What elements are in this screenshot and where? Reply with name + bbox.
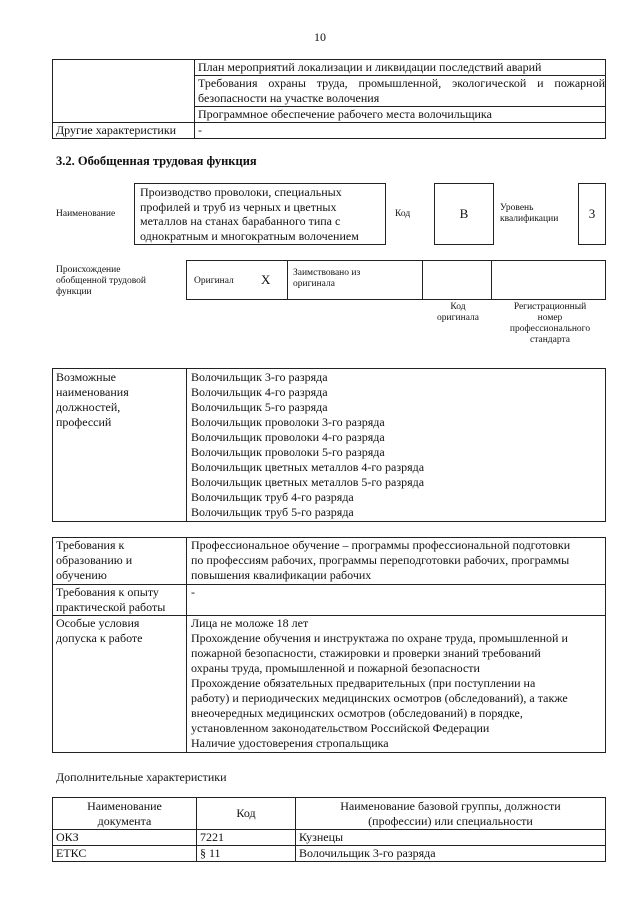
position-item: Волочильщик 4-го разряда bbox=[191, 385, 328, 399]
experience-label: Требования к опыту практической работы bbox=[53, 585, 187, 616]
header-base-group: Наименование базовой группы, должности (профессии) или специальности bbox=[296, 798, 606, 830]
position-item: Волочильщик труб 4-го разряда bbox=[191, 490, 354, 504]
row-doc: ЕТКС bbox=[53, 846, 197, 862]
code-label: Код bbox=[395, 209, 411, 219]
page-number: 10 bbox=[314, 30, 326, 44]
row-code: 7221 bbox=[197, 830, 296, 846]
experience-value: - bbox=[187, 585, 606, 616]
top-row-1: План мероприятий локализации и ликвидации последствий аварий bbox=[195, 60, 606, 76]
original-code-caption: Код оригинала bbox=[437, 302, 479, 323]
additional-title: Дополнительные характеристики bbox=[56, 770, 227, 784]
original-code-cell bbox=[423, 261, 492, 299]
position-item: Волочильщик проволоки 4-го разряда bbox=[191, 430, 385, 444]
other-characteristics-value: - bbox=[195, 123, 606, 139]
function-name-line: профилей и труб из черных и цветных bbox=[140, 199, 337, 214]
row-name: Кузнецы bbox=[296, 830, 606, 846]
top-row-2: Требования охраны труда, промышленной, экологической и пожарной безопасности на участке волочения bbox=[195, 76, 606, 107]
table-row bbox=[53, 830, 606, 846]
borrowed-label: Заимствовано из оригинала bbox=[293, 268, 361, 289]
original-mark: X bbox=[261, 272, 271, 287]
additional-table bbox=[52, 797, 606, 862]
position-item: Волочильщик цветных металлов 4-го разряда bbox=[191, 460, 425, 474]
requirements-table bbox=[52, 537, 606, 753]
original-label: Оригинал bbox=[194, 276, 234, 286]
level-value: 3 bbox=[588, 206, 596, 221]
education-label: Требования к образованию и обучению bbox=[53, 538, 187, 585]
top-characteristics-table bbox=[52, 59, 606, 139]
section-title: 3.2. Обобщенная трудовая функция bbox=[56, 154, 257, 168]
position-item: Волочильщик цветных металлов 5-го разряда bbox=[191, 475, 425, 489]
function-name-line: однократным и многократным волочением bbox=[140, 228, 359, 243]
registration-number-caption: Регистрационный номер профессионального стандарта bbox=[509, 302, 591, 345]
row-code: § 11 bbox=[197, 846, 296, 862]
code-value: B bbox=[459, 206, 469, 221]
special-conditions-label: Особые условия допуска к работе bbox=[53, 616, 187, 753]
positions-table bbox=[52, 368, 606, 522]
position-item: Волочильщик 3-го разряда bbox=[191, 370, 328, 384]
positions-list bbox=[187, 369, 606, 522]
table-row bbox=[53, 846, 606, 862]
code-value-box bbox=[434, 183, 494, 245]
position-item: Волочильщик 5-го разряда bbox=[191, 400, 328, 414]
function-name-line: металлов на станах барабанного типа с bbox=[140, 214, 341, 228]
positions-label: Возможные наименования должностей, профессий bbox=[53, 369, 187, 522]
origin-table bbox=[186, 260, 606, 300]
top-row-3: Программное обеспечение рабочего места волочильщика bbox=[195, 107, 606, 123]
registration-number-cell bbox=[492, 261, 605, 299]
header-code: Код bbox=[197, 798, 296, 830]
education-requirements: Профессиональное обучение – программы профессиональной подготовки по профессиям рабочих, программы переподготовки рабочих, программы повышения квалификации рабочих bbox=[187, 538, 606, 585]
other-characteristics-label: Другие характеристики bbox=[53, 123, 195, 139]
level-label: Уровень квалификации bbox=[500, 203, 559, 224]
position-item: Волочильщик проволоки 5-го разряда bbox=[191, 445, 385, 459]
row-doc: ОКЗ bbox=[53, 830, 197, 846]
row-name: Волочильщик 3-го разряда bbox=[296, 846, 606, 862]
header-document: Наименование документа bbox=[53, 798, 197, 830]
level-value-box bbox=[578, 183, 606, 245]
name-label: Наименование bbox=[56, 209, 116, 219]
special-conditions: Лица не моложе 18 лет Прохождение обучения и инструктажа по охране труда, промышленной и пожарной безопасности, стажировки и проверки знаний требований охраны труда, промышленной и пожарной безопасности Прохождение обязательных предварительных (при поступлении на работу) и периодических медицинских осмотров (обследований), а также внеочередных медицинских осмотров (обследований) в порядке, установленном законодательством Российской Федерации Наличие удостоверения стропальщика bbox=[187, 616, 606, 753]
function-name-line: Производство проволоки, специальных bbox=[140, 185, 342, 199]
position-item: Волочильщик труб 5-го разряда bbox=[191, 505, 354, 519]
position-item: Волочильщик проволоки 3-го разряда bbox=[191, 415, 385, 429]
origin-label: Происхождение обобщенной трудовой функции bbox=[56, 265, 146, 297]
function-name-box bbox=[134, 183, 386, 245]
